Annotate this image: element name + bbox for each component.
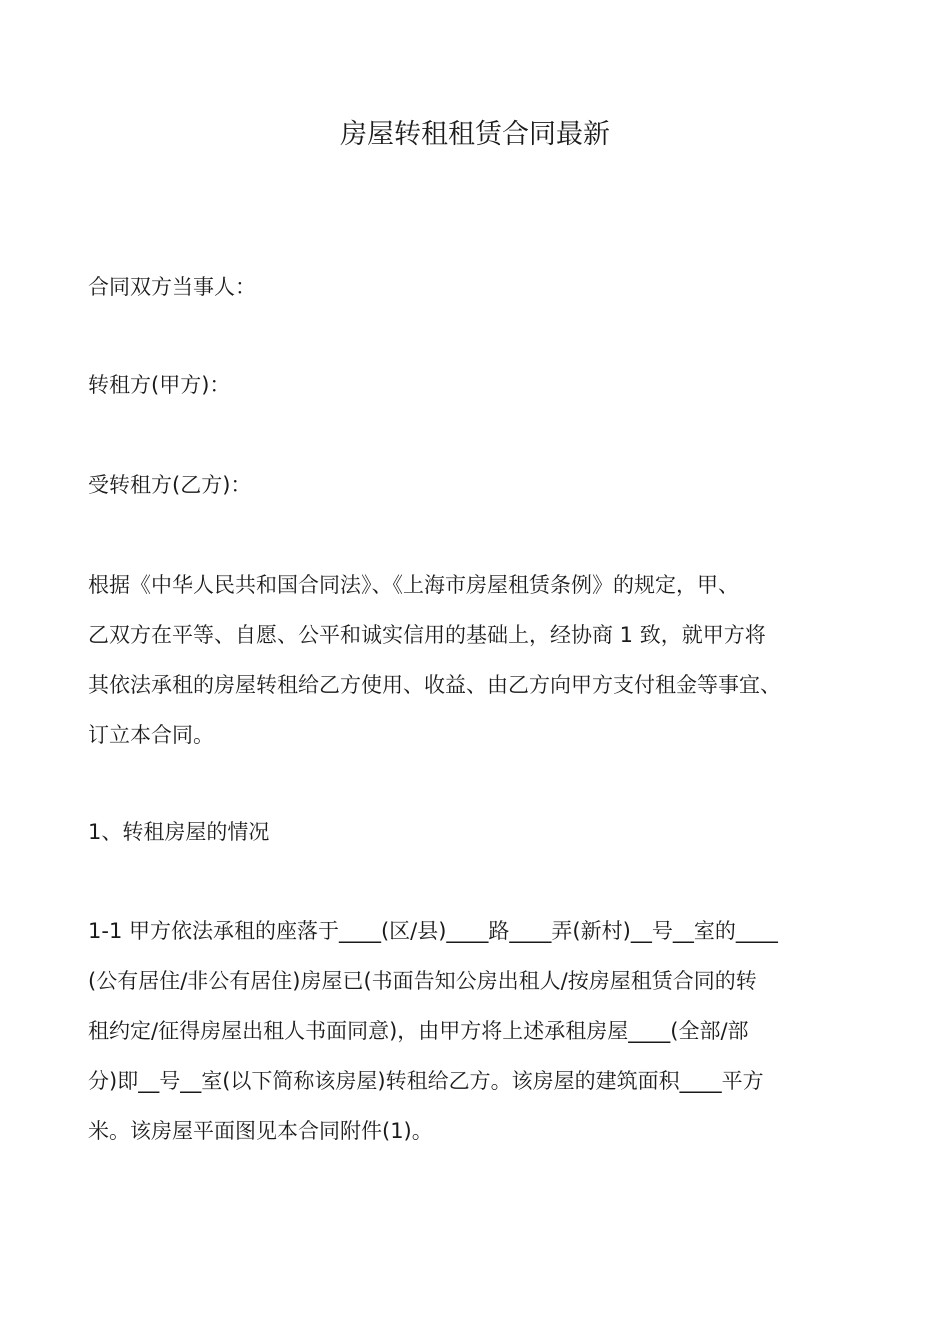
clause-line: 1-1 甲方依法承租的座落于____(区/县)____路____弄(新村)__号__室的____ [88, 919, 778, 943]
clause-line: 米。该房屋平面图见本合同附件(1)。 [88, 1119, 433, 1143]
sublessor-label: 转租方(甲方)： [88, 373, 231, 397]
section-1-heading: 1、转租房屋的情况 [88, 820, 270, 844]
preamble-line: 根据《中华人民共和国合同法》、《上海市房屋租赁条例》的规定，甲、 [88, 573, 739, 597]
preamble-line: 其依法承租的房屋转租给乙方使用、收益、由乙方向甲方支付租金等事宜、 [88, 673, 781, 697]
clause-line: 租约定/征得房屋出租人书面同意)，由甲方将上述承租房屋____(全部/部 [88, 1019, 749, 1043]
clause-line: 分)即__号__室(以下简称该房屋)转租给乙方。该房屋的建筑面积____平方 [88, 1069, 764, 1093]
preamble-paragraph [88, 560, 888, 760]
preamble-line: 乙双方在平等、自愿、公平和诚实信用的基础上，经协商 1 致，就甲方将 [88, 623, 766, 647]
clause-line: (公有居住/非公有居住)房屋已(书面告知公房出租人/按房屋租赁合同的转 [88, 969, 757, 993]
clause-1-1-paragraph [88, 906, 888, 1156]
sublessee-label: 受转租方(乙方)： [88, 473, 252, 497]
document-title: 房屋转租租赁合同最新 [340, 119, 610, 150]
parties-heading: 合同双方当事人： [88, 275, 256, 299]
preamble-line: 订立本合同。 [88, 723, 214, 747]
